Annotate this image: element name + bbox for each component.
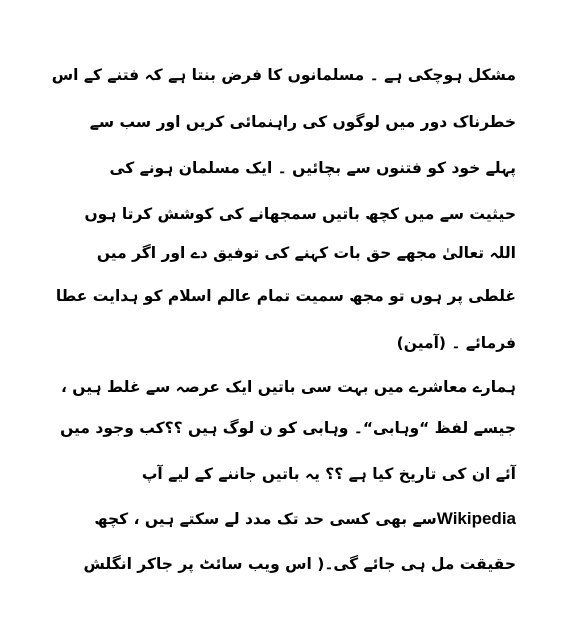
wikipedia-word: Wikipedia [436, 509, 516, 528]
text-line-8: ہمارے معاشرے میں بہت سی باتیں ایک عرصہ سے غلط ہیں ، [60, 378, 516, 396]
text-line-9: جیسے لفظ “وہابی“۔ وہابی کو ن لوگ ہیں ؟؟کب وجود میں [60, 419, 516, 437]
text-line-4: حیثیت سے میں کچھ باتیں سمجھانے کی کوشش کرتا ہوں [84, 205, 516, 223]
text-line-11 [46, 508, 516, 530]
text-line-7: فرمائے ۔ (آمین) [396, 334, 516, 352]
text-line-3: پہلے خود کو فتنوں سے بچائیں ۔ ایک مسلمان ہونے کی [109, 159, 516, 177]
text-line-1: مشکل ہوچکی ہے ۔ مسلمانوں کا فرض بنتا ہے کہ فتنے کے اس [51, 66, 516, 84]
text-line-6: غلطی پر ہوں تو مجھ سمیت تمام عالم اسلام کو ہدایت عطا [55, 287, 516, 305]
text-line-10: آئے ان کی تاریخ کیا ہے ؟؟ یہ باتیں جاننے کے لیے آپ [141, 465, 516, 483]
text-line-12: حقیقت مل ہی جائے گی۔( اس ویب سائٹ پر جاکر انگلش [83, 555, 516, 573]
text-line-2: خطرناک دور میں لوگوں کی راہنمائی کریں اور سب سے [89, 113, 516, 131]
text-line-5: اللہ تعالیٰ مجھے حق بات کہنے کی توفیق دے اور اگر میں [96, 244, 516, 262]
text-line-11-rest: سے بھی کسی حد تک مدد لے سکتے ہیں ، کچھ [94, 510, 437, 528]
